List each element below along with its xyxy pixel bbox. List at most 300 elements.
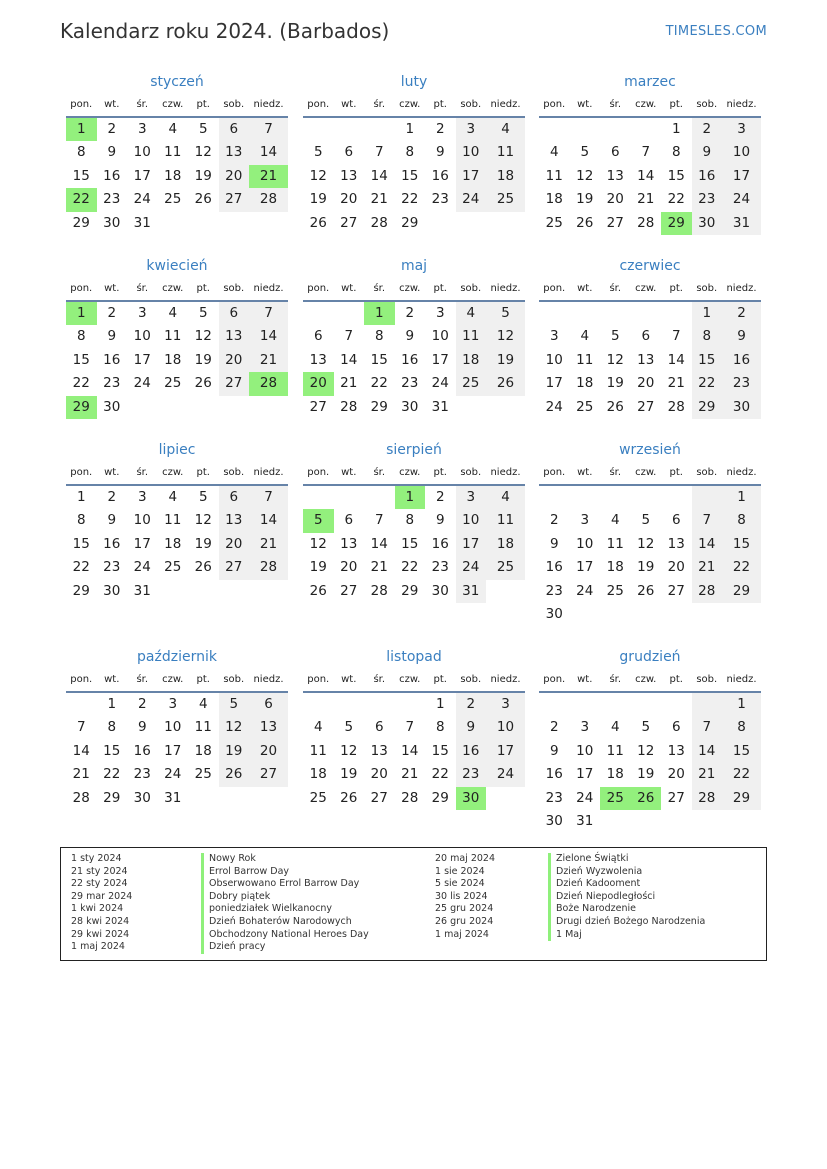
day-cell: 11 (576, 351, 594, 368)
week-row (303, 763, 525, 786)
day-cell: 19 (637, 766, 655, 783)
day-cell: 19 (340, 766, 358, 783)
weekday-label: sob. (696, 99, 718, 110)
day-cell: 26 (486, 372, 525, 395)
day-cell: 14 (249, 325, 288, 348)
day-cell: 19 (219, 740, 250, 763)
day-cell: 17 (576, 559, 594, 576)
day-cell: 24 (576, 582, 594, 599)
weekday-header (66, 669, 288, 693)
day-cell: 1 (66, 302, 97, 325)
day-cell: 2 (107, 489, 117, 505)
week-row (539, 810, 761, 833)
weekday-label: czw. (399, 467, 421, 478)
day-cell: 3 (456, 486, 487, 509)
day-cell: 20 (667, 766, 685, 783)
day-cell: 22 (66, 188, 97, 211)
week-row (303, 740, 525, 763)
day-cell: 29 (661, 212, 692, 235)
week-row (66, 763, 288, 786)
day-cell: 21 (340, 375, 358, 392)
day-cell: 23 (431, 191, 449, 208)
weekday-label: wt. (104, 467, 120, 478)
day-cell: 16 (103, 351, 121, 368)
day-cell: 1 (395, 486, 426, 509)
week-row (303, 693, 525, 716)
weekday-label: niedz. (726, 467, 757, 478)
legend-date: 20 maj 2024 (435, 853, 496, 864)
weekday-label: pon. (70, 674, 93, 685)
week-row (303, 212, 525, 235)
holiday-legend (60, 847, 767, 961)
day-cell: 31 (456, 580, 487, 603)
weekday-label: śr. (373, 467, 386, 478)
weekday-label: sob. (696, 283, 718, 294)
month-name: kwiecień (146, 258, 208, 274)
day-cell: 27 (219, 556, 250, 579)
day-cell: 2 (549, 719, 559, 736)
day-cell: 14 (401, 742, 419, 759)
month-block (539, 70, 761, 235)
day-cell: 13 (637, 351, 655, 368)
empty-cell (600, 603, 631, 626)
day-cell: 10 (486, 716, 525, 739)
day-cell: 13 (219, 325, 250, 348)
week-row (66, 188, 288, 211)
weekday-label: pon. (307, 674, 330, 685)
legend-names-right (548, 853, 705, 941)
day-cell: 23 (133, 766, 151, 783)
week-row (539, 556, 761, 579)
week-row (303, 372, 525, 395)
week-row (303, 118, 525, 141)
weekday-label: wt. (341, 467, 357, 478)
week-row (539, 372, 761, 395)
day-cell: 5 (313, 144, 323, 161)
day-cell: 20 (303, 372, 334, 395)
day-cell: 18 (164, 351, 182, 368)
day-cell: 19 (309, 191, 327, 208)
day-cell: 19 (637, 559, 655, 576)
week-row (66, 533, 288, 556)
day-cell: 9 (722, 325, 761, 348)
empty-cell (127, 396, 158, 419)
week-row (66, 302, 288, 325)
empty-cell (631, 603, 662, 626)
week-row (303, 141, 525, 164)
day-cell: 23 (456, 763, 487, 786)
weekday-label: śr. (373, 674, 386, 685)
weekday-label: śr. (136, 99, 149, 110)
week-row (303, 533, 525, 556)
weekday-label: niedz. (726, 99, 757, 110)
day-cell: 2 (456, 693, 487, 716)
weekday-label: pon. (543, 467, 566, 478)
weekday-label: pt. (433, 99, 447, 110)
day-cell: 27 (219, 188, 250, 211)
week-row (303, 787, 525, 810)
day-cell: 5 (610, 328, 620, 345)
day-cell: 17 (431, 351, 449, 368)
legend-holiday-name: Drugi dzień Bożego Narodzenia (548, 916, 705, 929)
day-cell: 18 (486, 533, 525, 556)
day-cell: 28 (370, 214, 388, 231)
month-block (303, 438, 525, 603)
weekday-label: czw. (162, 283, 184, 294)
weekday-header (539, 278, 761, 302)
day-cell: 27 (340, 582, 358, 599)
day-cell: 22 (692, 372, 723, 395)
day-cell: 25 (600, 787, 631, 810)
day-cell: 3 (137, 489, 147, 505)
day-cell: 25 (164, 375, 182, 392)
day-cell: 26 (194, 559, 212, 576)
empty-cell (539, 118, 570, 141)
day-cell: 21 (692, 556, 723, 579)
day-cell: 10 (133, 512, 151, 529)
day-cell: 6 (219, 302, 250, 325)
day-cell: 11 (456, 325, 487, 348)
empty-cell (539, 302, 570, 325)
weekday-label: pt. (433, 467, 447, 478)
day-cell: 12 (637, 742, 655, 759)
day-cell: 14 (667, 351, 685, 368)
day-cell: 30 (401, 398, 419, 415)
day-cell: 15 (401, 167, 419, 184)
week-row (539, 533, 761, 556)
day-cell: 21 (692, 763, 723, 786)
week-row (539, 486, 761, 509)
day-cell: 13 (249, 716, 288, 739)
day-cell: 22 (72, 559, 90, 576)
empty-cell (631, 302, 662, 325)
day-cell: 13 (219, 141, 250, 164)
day-cell: 30 (456, 787, 487, 810)
day-cell: 29 (370, 398, 388, 415)
week-row (539, 165, 761, 188)
weekday-label: niedz. (253, 674, 284, 685)
month-block (66, 70, 288, 235)
month-block (66, 645, 288, 810)
day-cell: 11 (309, 742, 327, 759)
weekday-label: niedz. (490, 674, 521, 685)
day-cell: 19 (309, 559, 327, 576)
day-cell: 16 (431, 535, 449, 552)
weekday-label: pon. (543, 283, 566, 294)
day-cell: 3 (580, 512, 590, 529)
day-cell: 24 (164, 766, 182, 783)
day-cell: 24 (486, 763, 525, 786)
weekday-label: pon. (307, 283, 330, 294)
day-cell: 1 (435, 696, 445, 712)
day-cell: 7 (405, 719, 415, 736)
week-row (66, 372, 288, 395)
week-row (66, 787, 288, 810)
day-cell: 13 (370, 742, 388, 759)
day-cell: 15 (103, 742, 121, 759)
week-row (539, 188, 761, 211)
day-cell: 21 (370, 191, 388, 208)
day-cell: 16 (431, 167, 449, 184)
empty-cell (486, 580, 525, 603)
day-cell: 23 (103, 191, 121, 208)
weekday-label: pt. (669, 99, 683, 110)
week-row (539, 325, 761, 348)
day-cell: 28 (692, 787, 723, 810)
weekday-header (539, 462, 761, 486)
week-row (539, 212, 761, 235)
empty-cell (631, 810, 662, 833)
day-cell: 6 (374, 719, 384, 736)
week-row (66, 693, 288, 716)
weekday-label: wt. (341, 283, 357, 294)
day-cell: 10 (133, 328, 151, 345)
empty-cell (600, 118, 631, 141)
weekday-label: sob. (696, 467, 718, 478)
week-row (66, 118, 288, 141)
day-cell: 13 (340, 167, 358, 184)
day-cell: 5 (198, 305, 208, 321)
day-cell: 23 (431, 559, 449, 576)
weekday-label: pt. (433, 283, 447, 294)
day-cell: 23 (103, 559, 121, 576)
day-cell: 8 (107, 719, 117, 736)
day-cell: 5 (486, 302, 525, 325)
month-name: październik (137, 649, 217, 665)
empty-cell (219, 580, 250, 603)
day-cell: 21 (401, 766, 419, 783)
week-row (539, 603, 761, 626)
month-name: grudzień (619, 649, 681, 665)
week-row (539, 740, 761, 763)
day-cell: 10 (576, 742, 594, 759)
empty-cell (600, 810, 631, 833)
day-cell: 8 (76, 144, 86, 161)
month-block (303, 254, 525, 419)
empty-cell (66, 693, 97, 716)
week-row (303, 580, 525, 603)
day-cell: 14 (637, 167, 655, 184)
day-cell: 21 (249, 165, 288, 188)
month-name: luty (400, 74, 428, 90)
weekday-label: wt. (341, 674, 357, 685)
day-cell: 15 (370, 351, 388, 368)
day-cell: 25 (545, 214, 563, 231)
day-cell: 31 (133, 582, 151, 599)
day-cell: 4 (486, 486, 525, 509)
month-name: czerwiec (619, 258, 681, 274)
empty-cell (722, 603, 761, 626)
day-cell: 18 (309, 766, 327, 783)
week-row (539, 763, 761, 786)
day-cell: 16 (401, 351, 419, 368)
empty-cell (425, 212, 456, 235)
month-name: lipiec (158, 442, 196, 458)
day-cell: 2 (137, 696, 147, 712)
week-row (303, 486, 525, 509)
weekday-label: śr. (609, 99, 622, 110)
day-cell: 8 (722, 509, 761, 532)
week-row (66, 141, 288, 164)
weekday-label: pt. (196, 467, 210, 478)
day-cell: 16 (103, 535, 121, 552)
legend-holiday-name: Errol Barrow Day (201, 866, 369, 879)
day-cell: 27 (606, 214, 624, 231)
legend-holiday-name: Dzień Kadooment (548, 878, 705, 891)
day-cell: 20 (340, 191, 358, 208)
weekday-label: czw. (635, 283, 657, 294)
day-cell: 29 (103, 789, 121, 806)
day-cell: 13 (219, 509, 250, 532)
weekday-label: czw. (635, 674, 657, 685)
weekday-label: śr. (136, 674, 149, 685)
day-cell: 12 (219, 716, 250, 739)
day-cell: 26 (309, 582, 327, 599)
week-row (303, 325, 525, 348)
day-cell: 22 (722, 556, 761, 579)
day-cell: 29 (722, 787, 761, 810)
day-cell: 18 (164, 535, 182, 552)
day-cell: 4 (198, 696, 208, 712)
day-cell: 8 (405, 144, 415, 161)
day-cell: 17 (486, 740, 525, 763)
legend-date: 25 gru 2024 (435, 903, 494, 915)
empty-cell (249, 580, 288, 603)
day-cell: 15 (401, 535, 419, 552)
week-row (66, 165, 288, 188)
day-cell: 6 (219, 118, 250, 141)
empty-cell (692, 693, 723, 716)
empty-cell (486, 212, 525, 235)
day-cell: 19 (194, 351, 212, 368)
weekday-label: czw. (399, 99, 421, 110)
day-cell: 7 (641, 144, 651, 161)
day-cell: 11 (486, 509, 525, 532)
day-cell: 28 (667, 398, 685, 415)
week-row (66, 396, 288, 419)
weekday-label: pt. (433, 674, 447, 685)
day-cell: 18 (164, 167, 182, 184)
day-cell: 30 (692, 212, 723, 235)
day-cell: 25 (606, 582, 624, 599)
weekday-label: pon. (70, 467, 93, 478)
day-cell: 20 (667, 559, 685, 576)
week-row (539, 396, 761, 419)
day-cell: 12 (606, 351, 624, 368)
month-name: maj (400, 258, 428, 274)
empty-cell (158, 580, 189, 603)
day-cell: 2 (722, 302, 761, 325)
legend-holiday-name: 1 Maj (548, 929, 705, 942)
day-cell: 5 (641, 512, 651, 529)
day-cell: 28 (249, 556, 288, 579)
day-cell: 15 (72, 351, 90, 368)
legend-holiday-name: Zielone Świątki (548, 853, 705, 866)
day-cell: 15 (722, 533, 761, 556)
empty-cell (334, 302, 365, 325)
day-cell: 9 (405, 328, 415, 345)
day-cell: 27 (309, 398, 327, 415)
month-block (303, 70, 525, 235)
empty-cell (364, 118, 395, 141)
day-cell: 5 (641, 719, 651, 736)
empty-cell (722, 810, 761, 833)
day-cell: 14 (249, 509, 288, 532)
day-cell: 17 (164, 742, 182, 759)
week-row (539, 302, 761, 325)
weekday-label: wt. (104, 674, 120, 685)
weekday-label: niedz. (490, 99, 521, 110)
day-cell: 3 (137, 121, 147, 137)
day-cell: 3 (435, 305, 445, 321)
week-row (66, 509, 288, 532)
weekday-label: pon. (70, 283, 93, 294)
empty-cell (364, 486, 395, 509)
day-cell: 3 (549, 328, 559, 345)
weekday-label: czw. (399, 283, 421, 294)
empty-cell (303, 693, 334, 716)
day-cell: 2 (435, 121, 445, 137)
empty-cell (334, 486, 365, 509)
empty-cell (539, 693, 570, 716)
day-cell: 1 (692, 302, 723, 325)
day-cell: 20 (637, 375, 655, 392)
empty-cell (158, 396, 189, 419)
day-cell: 10 (133, 144, 151, 161)
legend-date: 1 kwi 2024 (71, 903, 124, 915)
day-cell: 19 (486, 349, 525, 372)
empty-cell (249, 787, 288, 810)
day-cell: 6 (610, 144, 620, 161)
day-cell: 24 (722, 188, 761, 211)
brand-link[interactable]: TIMESLES.COM (665, 24, 767, 39)
day-cell: 4 (168, 121, 178, 137)
day-cell: 24 (431, 375, 449, 392)
empty-cell (395, 693, 426, 716)
legend-date: 29 kwi 2024 (71, 928, 130, 940)
day-cell: 3 (722, 118, 761, 141)
day-cell: 30 (545, 812, 563, 829)
weekday-label: wt. (577, 283, 593, 294)
day-cell: 23 (545, 789, 563, 806)
day-cell: 30 (133, 789, 151, 806)
day-cell: 25 (164, 191, 182, 208)
day-cell: 19 (606, 375, 624, 392)
day-cell: 26 (219, 763, 250, 786)
empty-cell (219, 787, 250, 810)
day-cell: 10 (722, 141, 761, 164)
empty-cell (570, 693, 601, 716)
legend-date: 28 kwi 2024 (71, 915, 130, 927)
day-cell: 8 (374, 328, 384, 345)
empty-cell (692, 603, 723, 626)
weekday-label: niedz. (490, 283, 521, 294)
weekday-label: śr. (609, 467, 622, 478)
day-cell: 5 (198, 489, 208, 505)
weekday-label: wt. (104, 283, 120, 294)
weekday-header (539, 669, 761, 693)
empty-cell (486, 787, 525, 810)
day-cell: 2 (435, 489, 445, 505)
day-cell: 23 (103, 375, 121, 392)
weekday-label: niedz. (253, 99, 284, 110)
day-cell: 13 (667, 742, 685, 759)
day-cell: 25 (309, 789, 327, 806)
week-row (66, 325, 288, 348)
day-cell: 2 (107, 305, 117, 321)
day-cell: 19 (194, 535, 212, 552)
empty-cell (661, 810, 692, 833)
